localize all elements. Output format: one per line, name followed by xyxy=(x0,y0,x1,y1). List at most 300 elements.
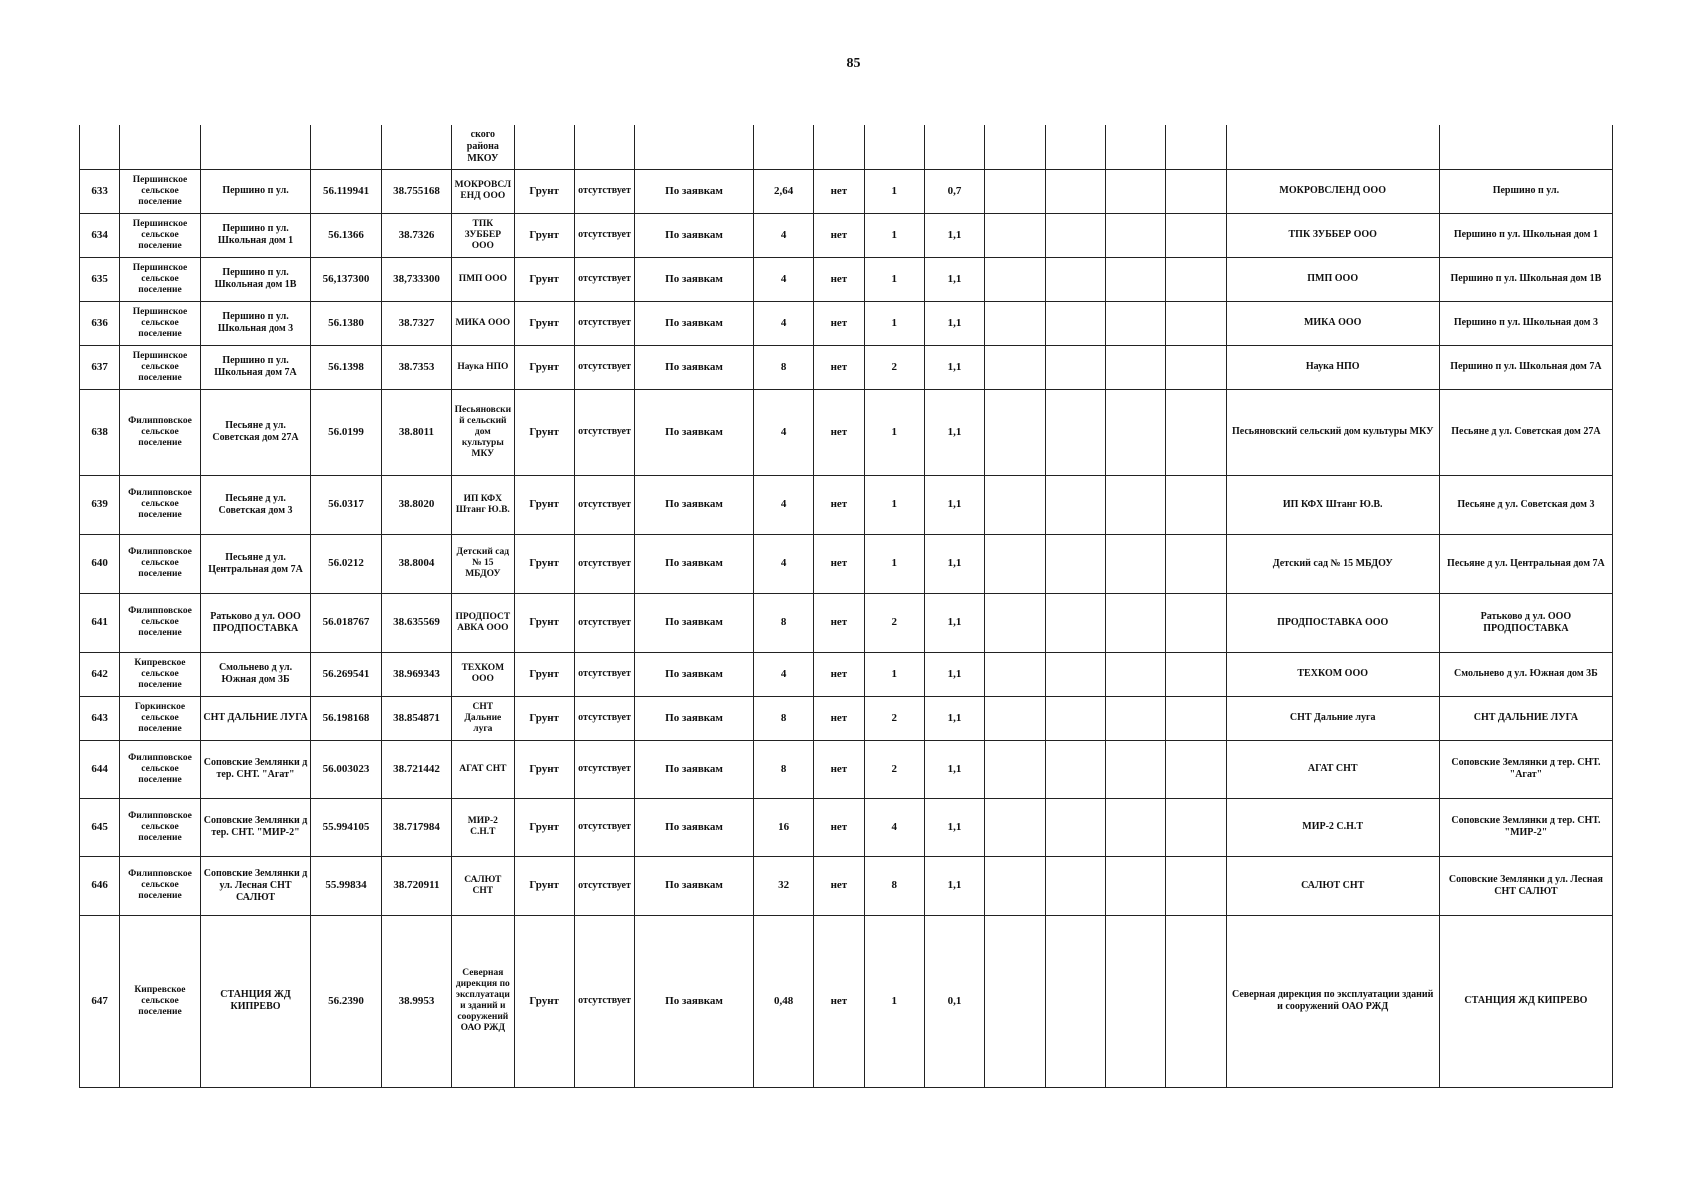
cell-fence: нет xyxy=(814,169,864,213)
cell-settlement: Кипревское сельское поселение xyxy=(120,915,200,1087)
cell-source: ПМП ООО xyxy=(452,257,514,301)
cell-owner: САЛЮТ СНТ xyxy=(1226,856,1439,915)
cell-containers: 2 xyxy=(864,593,924,652)
cell xyxy=(864,125,924,169)
cell-containers: 1 xyxy=(864,213,924,257)
cell-latitude: 56.003023 xyxy=(311,740,381,798)
cell-source: МИКА ООО xyxy=(452,301,514,345)
table-row-continued xyxy=(80,125,1613,169)
cell-volume: 1,1 xyxy=(924,856,984,915)
cell-cover: Грунт xyxy=(514,257,574,301)
cell-schedule: По заявкам xyxy=(635,257,754,301)
cell-cover: Грунт xyxy=(514,798,574,856)
cell-owner-address: Першино п ул. Школьная дом 3 xyxy=(1439,301,1612,345)
cell-volume: 1,1 xyxy=(924,345,984,389)
cell-extra-1 xyxy=(985,696,1045,740)
cell-volume: 0,7 xyxy=(924,169,984,213)
cell xyxy=(80,125,120,169)
cell-containers: 1 xyxy=(864,389,924,475)
cell-volume: 1,1 xyxy=(924,652,984,696)
cell-fence: нет xyxy=(814,740,864,798)
cell-fence: нет xyxy=(814,389,864,475)
cell-address: СТАНЦИЯ ЖД КИПРЕВО xyxy=(200,915,311,1087)
cell-number: 642 xyxy=(80,652,120,696)
table-row xyxy=(80,856,1613,915)
cell-source: МОКРОВСЛЕНД ООО xyxy=(452,169,514,213)
cell-longitude: 38.720911 xyxy=(381,856,451,915)
cell-containers: 2 xyxy=(864,740,924,798)
cell-fence: нет xyxy=(814,475,864,534)
cell-extra-4 xyxy=(1166,652,1226,696)
cell-volume: 1,1 xyxy=(924,301,984,345)
cell-latitude: 56.2390 xyxy=(311,915,381,1087)
cell-fence: нет xyxy=(814,534,864,593)
cell-owner-address: Песьяне д ул. Советская дом 27А xyxy=(1439,389,1612,475)
cell-number: 634 xyxy=(80,213,120,257)
cell-owner-address: Соповские Землянки д тер. СНТ. "Агат" xyxy=(1439,740,1612,798)
cell-extra-3 xyxy=(1105,169,1165,213)
cell-presence: отсутствует xyxy=(574,345,634,389)
cell-latitude: 55.99834 xyxy=(311,856,381,915)
cell-extra-1 xyxy=(985,213,1045,257)
cell-cover: Грунт xyxy=(514,389,574,475)
cell-schedule: По заявкам xyxy=(635,169,754,213)
cell-containers: 1 xyxy=(864,652,924,696)
cell-extra-3 xyxy=(1105,213,1165,257)
cell-extra-3 xyxy=(1105,740,1165,798)
cell-settlement: Филипповское сельское поселение xyxy=(120,856,200,915)
cell-longitude: 38.7327 xyxy=(381,301,451,345)
cell-extra-1 xyxy=(985,345,1045,389)
cell-area: 0,48 xyxy=(753,915,813,1087)
cell-number: 643 xyxy=(80,696,120,740)
cell-area: 4 xyxy=(753,301,813,345)
cell-address: Песьяне д ул. Советская дом 3 xyxy=(200,475,311,534)
cell-extra-4 xyxy=(1166,740,1226,798)
table-row xyxy=(80,915,1613,1087)
cell-schedule: По заявкам xyxy=(635,696,754,740)
cell-latitude: 56.1398 xyxy=(311,345,381,389)
cell-extra-3 xyxy=(1105,593,1165,652)
cell-fence: нет xyxy=(814,856,864,915)
cell-address: Соповские Землянки д тер. СНТ. "МИР-2" xyxy=(200,798,311,856)
cell-settlement: Першинское сельское поселение xyxy=(120,169,200,213)
cell-extra-2 xyxy=(1045,475,1105,534)
cell-address: Соповские Землянки д тер. СНТ. "Агат" xyxy=(200,740,311,798)
cell-latitude: 56.0317 xyxy=(311,475,381,534)
cell-extra-1 xyxy=(985,593,1045,652)
cell-address: Ратьково д ул. ООО ПРОДПОСТАВКА xyxy=(200,593,311,652)
cell-source: МИР-2 С.Н.Т xyxy=(452,798,514,856)
cell-extra-1 xyxy=(985,475,1045,534)
cell-latitude: 56.1380 xyxy=(311,301,381,345)
cell-extra-4 xyxy=(1166,345,1226,389)
cell-containers: 8 xyxy=(864,856,924,915)
cell-address: Першино п ул. Школьная дом 1В xyxy=(200,257,311,301)
cell xyxy=(814,125,864,169)
cell-owner: Северная дирекция по эксплуатации зданий и сооружений ОАО РЖД xyxy=(1226,915,1439,1087)
cell-containers: 2 xyxy=(864,696,924,740)
cell-longitude: 38,733300 xyxy=(381,257,451,301)
cell-containers: 4 xyxy=(864,798,924,856)
cell-extra-3 xyxy=(1105,345,1165,389)
cell-extra-2 xyxy=(1045,301,1105,345)
cell-schedule: По заявкам xyxy=(635,915,754,1087)
cell-extra-2 xyxy=(1045,856,1105,915)
cell-cover: Грунт xyxy=(514,345,574,389)
cell-number: 637 xyxy=(80,345,120,389)
cell-settlement: Филипповское сельское поселение xyxy=(120,389,200,475)
cell-area: 16 xyxy=(753,798,813,856)
cell-latitude: 56,137300 xyxy=(311,257,381,301)
cell-area: 8 xyxy=(753,345,813,389)
cell-presence: отсутствует xyxy=(574,301,634,345)
cell xyxy=(311,125,381,169)
cell xyxy=(514,125,574,169)
cell-owner-address: Першино п ул. xyxy=(1439,169,1612,213)
cell-number: 633 xyxy=(80,169,120,213)
cell-owner-address: Першино п ул. Школьная дом 7А xyxy=(1439,345,1612,389)
table-row xyxy=(80,652,1613,696)
table-row xyxy=(80,740,1613,798)
cell-extra-1 xyxy=(985,652,1045,696)
cell-extra-4 xyxy=(1166,475,1226,534)
cell-area: 4 xyxy=(753,652,813,696)
cell-area: 8 xyxy=(753,593,813,652)
waste-sites-table xyxy=(79,125,1613,1088)
cell-longitude: 38.8004 xyxy=(381,534,451,593)
cell-settlement: Горкинское сельское поселение xyxy=(120,696,200,740)
cell-presence: отсутствует xyxy=(574,740,634,798)
cell-number: 640 xyxy=(80,534,120,593)
cell-schedule: По заявкам xyxy=(635,475,754,534)
cell-owner: Наука НПО xyxy=(1226,345,1439,389)
cell-longitude: 38.7326 xyxy=(381,213,451,257)
cell-owner: МИР-2 С.Н.Т xyxy=(1226,798,1439,856)
cell-extra-1 xyxy=(985,856,1045,915)
cell-longitude: 38.8020 xyxy=(381,475,451,534)
cell-cover: Грунт xyxy=(514,593,574,652)
cell-owner-address: Песьяне д ул. Советская дом 3 xyxy=(1439,475,1612,534)
cell-volume: 1,1 xyxy=(924,257,984,301)
cell-settlement: Кипревское сельское поселение xyxy=(120,652,200,696)
cell-area: 4 xyxy=(753,534,813,593)
cell-longitude: 38.9953 xyxy=(381,915,451,1087)
cell-area: 8 xyxy=(753,740,813,798)
cell-settlement: Першинское сельское поселение xyxy=(120,213,200,257)
cell-presence: отсутствует xyxy=(574,169,634,213)
cell-extra-1 xyxy=(985,534,1045,593)
cell-extra-3 xyxy=(1105,856,1165,915)
cell xyxy=(753,125,813,169)
cell-extra-1 xyxy=(985,915,1045,1087)
cell xyxy=(1166,125,1226,169)
cell-containers: 1 xyxy=(864,534,924,593)
cell-owner-address: Соповские Землянки д тер. СНТ. "МИР-2" xyxy=(1439,798,1612,856)
cell-owner: МОКРОВСЛЕНД ООО xyxy=(1226,169,1439,213)
cell-schedule: По заявкам xyxy=(635,213,754,257)
cell-extra-2 xyxy=(1045,389,1105,475)
cell-extra-1 xyxy=(985,301,1045,345)
cell-owner: ПМП ООО xyxy=(1226,257,1439,301)
cell xyxy=(574,125,634,169)
cell xyxy=(381,125,451,169)
cell-settlement: Филипповское сельское поселение xyxy=(120,534,200,593)
cell-volume: 1,1 xyxy=(924,389,984,475)
cell-extra-3 xyxy=(1105,389,1165,475)
cell-address: Першино п ул. xyxy=(200,169,311,213)
page-number: 85 xyxy=(846,56,861,71)
cell-owner: ТПК ЗУББЕР ООО xyxy=(1226,213,1439,257)
cell-latitude: 56.269541 xyxy=(311,652,381,696)
cell-fence: нет xyxy=(814,652,864,696)
cell-longitude: 38.721442 xyxy=(381,740,451,798)
cell-source: Наука НПО xyxy=(452,345,514,389)
cell-extra-2 xyxy=(1045,345,1105,389)
cell-longitude: 38.635569 xyxy=(381,593,451,652)
cell-volume: 1,1 xyxy=(924,696,984,740)
cell-latitude: 56.198168 xyxy=(311,696,381,740)
cell-area: 4 xyxy=(753,213,813,257)
cell-number: 647 xyxy=(80,915,120,1087)
cell-area: 4 xyxy=(753,389,813,475)
cell-extra-1 xyxy=(985,169,1045,213)
cell-owner: Песьяновский сельский дом культуры МКУ xyxy=(1226,389,1439,475)
cell-owner-address: Смольнево д ул. Южная дом 3Б xyxy=(1439,652,1612,696)
cell-source: ПРОДПОСТАВКА ООО xyxy=(452,593,514,652)
cell-owner-address: Ратьково д ул. ООО ПРОДПОСТАВКА xyxy=(1439,593,1612,652)
cell-extra-3 xyxy=(1105,915,1165,1087)
cell-area: 4 xyxy=(753,475,813,534)
cell-extra-2 xyxy=(1045,696,1105,740)
cell-source: Песьяновский сельский дом культуры МКУ xyxy=(452,389,514,475)
cell-source: Северная дирекция по эксплуатации зданий и сооружений ОАО РЖД xyxy=(452,915,514,1087)
cell-longitude: 38.755168 xyxy=(381,169,451,213)
cell-owner-address: Першино п ул. Школьная дом 1В xyxy=(1439,257,1612,301)
cell-volume: 1,1 xyxy=(924,213,984,257)
cell-address: Першино п ул. Школьная дом 1 xyxy=(200,213,311,257)
cell-schedule: По заявкам xyxy=(635,534,754,593)
cell-schedule: По заявкам xyxy=(635,345,754,389)
cell-presence: отсутствует xyxy=(574,534,634,593)
cell-volume: 1,1 xyxy=(924,740,984,798)
cell-extra-3 xyxy=(1105,534,1165,593)
cell-schedule: По заявкам xyxy=(635,389,754,475)
cell-extra-4 xyxy=(1166,389,1226,475)
cell xyxy=(1226,125,1439,169)
cell-cover: Грунт xyxy=(514,740,574,798)
cell-volume: 1,1 xyxy=(924,534,984,593)
cell-source: ТЕХКОМ ООО xyxy=(452,652,514,696)
cell-number: 635 xyxy=(80,257,120,301)
cell-address: Першино п ул. Школьная дом 3 xyxy=(200,301,311,345)
cell-cover: Грунт xyxy=(514,301,574,345)
cell-extra-2 xyxy=(1045,593,1105,652)
cell-schedule: По заявкам xyxy=(635,798,754,856)
cell-extra-1 xyxy=(985,257,1045,301)
cell-owner: СНТ Дальние луга xyxy=(1226,696,1439,740)
cell-address: Соповские Землянки д ул. Лесная СНТ САЛЮТ xyxy=(200,856,311,915)
cell-cover: Грунт xyxy=(514,213,574,257)
cell-fence: нет xyxy=(814,593,864,652)
cell xyxy=(1045,125,1105,169)
cell-extra-4 xyxy=(1166,593,1226,652)
cell-extra-3 xyxy=(1105,652,1165,696)
cell-presence: отсутствует xyxy=(574,652,634,696)
cell-address: Смольнево д ул. Южная дом 3Б xyxy=(200,652,311,696)
cell-latitude: 56.1366 xyxy=(311,213,381,257)
cell-settlement: Першинское сельское поселение xyxy=(120,345,200,389)
cell-longitude: 38.7353 xyxy=(381,345,451,389)
cell-address: СНТ ДАЛЬНИЕ ЛУГА xyxy=(200,696,311,740)
cell-latitude: 55.994105 xyxy=(311,798,381,856)
cell-source: АГАТ СНТ xyxy=(452,740,514,798)
cell-owner-address: Першино п ул. Школьная дом 1 xyxy=(1439,213,1612,257)
cell-owner: Детский сад № 15 МБДОУ xyxy=(1226,534,1439,593)
cell-presence: отсутствует xyxy=(574,798,634,856)
cell-latitude: 56.0199 xyxy=(311,389,381,475)
table-row xyxy=(80,593,1613,652)
cell-address: Песьяне д ул. Центральная дом 7А xyxy=(200,534,311,593)
cell-source: САЛЮТ СНТ xyxy=(452,856,514,915)
table-row xyxy=(80,696,1613,740)
cell-area: 8 xyxy=(753,696,813,740)
cell-containers: 1 xyxy=(864,301,924,345)
cell-area: 2,64 xyxy=(753,169,813,213)
cell-extra-2 xyxy=(1045,534,1105,593)
cell-owner-address: Песьяне д ул. Центральная дом 7А xyxy=(1439,534,1612,593)
cell-longitude: 38.969343 xyxy=(381,652,451,696)
cell-presence: отсутствует xyxy=(574,696,634,740)
cell-source: Детский сад № 15 МБДОУ xyxy=(452,534,514,593)
table-row xyxy=(80,798,1613,856)
cell-fence: нет xyxy=(814,257,864,301)
cell-owner: ТЕХКОМ ООО xyxy=(1226,652,1439,696)
cell-extra-1 xyxy=(985,389,1045,475)
cell-extra-4 xyxy=(1166,856,1226,915)
cell-containers: 1 xyxy=(864,257,924,301)
cell-fence: нет xyxy=(814,915,864,1087)
cell-extra-1 xyxy=(985,798,1045,856)
cell-settlement: Филипповское сельское поселение xyxy=(120,798,200,856)
cell-extra-4 xyxy=(1166,915,1226,1087)
cell-cover: Грунт xyxy=(514,534,574,593)
cell-source: СНТ Дальние луга xyxy=(452,696,514,740)
cell-latitude: 56.018767 xyxy=(311,593,381,652)
cell-cover: Грунт xyxy=(514,915,574,1087)
cell xyxy=(924,125,984,169)
cell-extra-4 xyxy=(1166,169,1226,213)
cell-longitude: 38.8011 xyxy=(381,389,451,475)
cell-extra-1 xyxy=(985,740,1045,798)
cell-owner: АГАТ СНТ xyxy=(1226,740,1439,798)
cell-extra-2 xyxy=(1045,213,1105,257)
cell-extra-4 xyxy=(1166,213,1226,257)
cell-number: 638 xyxy=(80,389,120,475)
cell-extra-2 xyxy=(1045,169,1105,213)
cell xyxy=(985,125,1045,169)
cell-owner: ИП КФХ Штанг Ю.В. xyxy=(1226,475,1439,534)
cell-presence: отсутствует xyxy=(574,856,634,915)
table-row xyxy=(80,169,1613,213)
cell-number: 644 xyxy=(80,740,120,798)
cell-fence: нет xyxy=(814,345,864,389)
cell-containers: 1 xyxy=(864,169,924,213)
cell-cover: Грунт xyxy=(514,169,574,213)
cell-owner: МИКА ООО xyxy=(1226,301,1439,345)
cell-extra-4 xyxy=(1166,798,1226,856)
cell-schedule: По заявкам xyxy=(635,593,754,652)
cell xyxy=(200,125,311,169)
cell-presence: отсутствует xyxy=(574,389,634,475)
cell-fence: нет xyxy=(814,301,864,345)
cell-fence: нет xyxy=(814,213,864,257)
cell-number: 641 xyxy=(80,593,120,652)
cell-area: 32 xyxy=(753,856,813,915)
cell-extra-4 xyxy=(1166,534,1226,593)
cell-fence: нет xyxy=(814,696,864,740)
table-row xyxy=(80,389,1613,475)
cell-fence: нет xyxy=(814,798,864,856)
cell-cover: Грунт xyxy=(514,475,574,534)
cell-source: ИП КФХ Штанг Ю.В. xyxy=(452,475,514,534)
cell-containers: 1 xyxy=(864,475,924,534)
cell-extra-2 xyxy=(1045,740,1105,798)
cell-longitude: 38.717984 xyxy=(381,798,451,856)
cell-latitude: 56.119941 xyxy=(311,169,381,213)
cell-volume: 1,1 xyxy=(924,593,984,652)
cell-extra-3 xyxy=(1105,798,1165,856)
cell-settlement: Филипповское сельское поселение xyxy=(120,740,200,798)
cell-extra-3 xyxy=(1105,475,1165,534)
cell-number: 636 xyxy=(80,301,120,345)
table-row xyxy=(80,257,1613,301)
cell-volume: 1,1 xyxy=(924,798,984,856)
cell-cover: Грунт xyxy=(514,696,574,740)
cell-schedule: По заявкам xyxy=(635,301,754,345)
cell-extra-3 xyxy=(1105,257,1165,301)
cell-settlement: Филипповское сельское поселение xyxy=(120,593,200,652)
cell-owner-address: СНТ ДАЛЬНИЕ ЛУГА xyxy=(1439,696,1612,740)
cell-settlement: Филипповское сельское поселение xyxy=(120,475,200,534)
cell-latitude: 56.0212 xyxy=(311,534,381,593)
cell-cover: Грунт xyxy=(514,856,574,915)
cell-extra-2 xyxy=(1045,257,1105,301)
cell-presence: отсутствует xyxy=(574,213,634,257)
table-row xyxy=(80,345,1613,389)
cell-longitude: 38.854871 xyxy=(381,696,451,740)
table-row xyxy=(80,534,1613,593)
cell-extra-4 xyxy=(1166,696,1226,740)
cell-volume: 0,1 xyxy=(924,915,984,1087)
cell-cover: Грунт xyxy=(514,652,574,696)
cell-presence: отсутствует xyxy=(574,915,634,1087)
cell-schedule: По заявкам xyxy=(635,856,754,915)
cell-address: Песьяне д ул. Советская дом 27А xyxy=(200,389,311,475)
cell-settlement: Першинское сельское поселение xyxy=(120,301,200,345)
table-row xyxy=(80,213,1613,257)
cell-number: 645 xyxy=(80,798,120,856)
cell xyxy=(1105,125,1165,169)
cell-extra-3 xyxy=(1105,301,1165,345)
cell-containers: 2 xyxy=(864,345,924,389)
cell-owner-address: СТАНЦИЯ ЖД КИПРЕВО xyxy=(1439,915,1612,1087)
cell-number: 646 xyxy=(80,856,120,915)
cell-presence: отсутствует xyxy=(574,475,634,534)
cell-owner: ПРОДПОСТАВКА ООО xyxy=(1226,593,1439,652)
cell-extra-4 xyxy=(1166,257,1226,301)
cell xyxy=(120,125,200,169)
